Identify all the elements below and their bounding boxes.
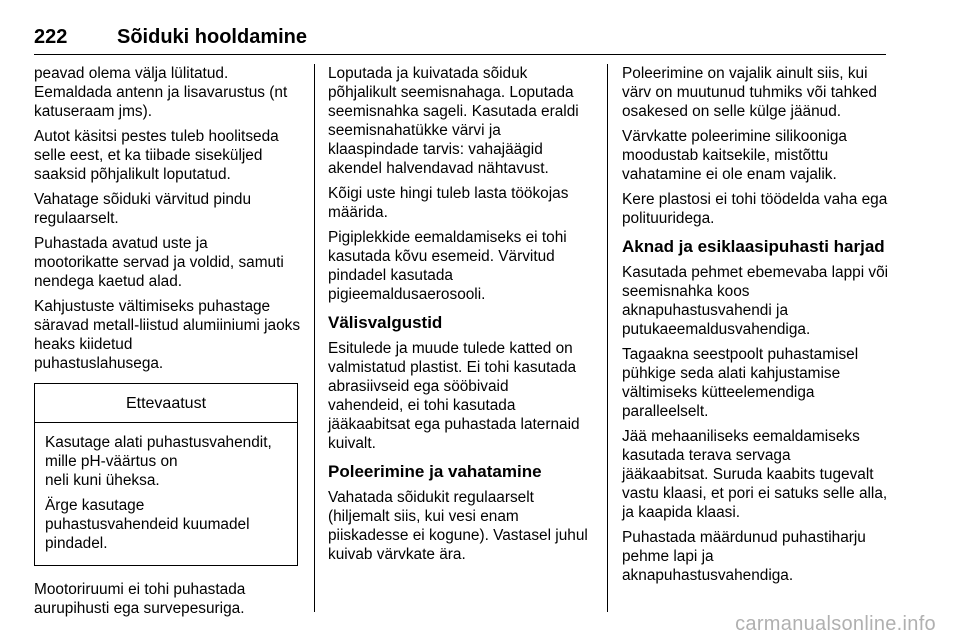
column-divider	[607, 64, 608, 612]
page-number: 222	[34, 26, 68, 48]
paragraph: Vahatada sõidukit regulaarselt (hiljemalt siis, kui vesi enam piiskadesse ei kogune). Vastasel juhul kuivab värvkate ära.	[328, 489, 588, 563]
column-left	[34, 64, 306, 624]
watermark: carmanualsonline.info	[735, 613, 936, 635]
paragraph: Kasutada pehmet ebemevaba lappi või seemisnahka koos aknapuhastusvahendi ja putukaeemaldusvahendiga.	[622, 264, 889, 338]
paragraph: Kõigi uste hingi tuleb lasta töökojas määrida.	[328, 185, 569, 221]
paragraph: Pigiplekkide eemaldamiseks ei tohi kasutada kõvu esemeid. Värvitud pindadel kasutada pigieemaldusaerosooli.	[328, 229, 567, 303]
column-middle	[328, 64, 600, 570]
caution-text: Ärge kasutage puhastusvahendeid kuumadel pindadel.	[45, 497, 250, 552]
paragraph: Loputada ja kuivatada sõiduk põhjalikult seemisnahaga. Loputada seemisnahka sageli. Kasutada eraldi seemisnahatükke värvi ja klaaspindade tarvis: vahajäägid akendel halvendavad nähtavust.	[328, 65, 579, 177]
paragraph: Autot käsitsi pestes tuleb hoolitseda selle eest, et ka tiibade siseküljed saaksid põhjalikult loputatud.	[34, 128, 279, 183]
chapter-title: Sõiduki hooldamine	[117, 26, 308, 48]
paragraph: Puhastada avatud uste ja mootorikatte servad ja voldid, samuti nendega kaetud alad.	[34, 235, 284, 290]
caution-title: Ettevaatust	[35, 384, 297, 423]
paragraph: Esitulede ja muude tulede katted on valmistatud plastist. Ei tohi kasutada abrasiivseid ega sööbivaid vahendeid, ei tohi kasutada jääkaabitsat ega puhastada laternaid kuivalt.	[328, 340, 580, 452]
caution-box	[34, 383, 298, 566]
page-header	[34, 24, 886, 55]
paragraph: Kahjustuste vältimiseks puhastage säravad metall-liistud alumiiniumi jaoks heaks kiidetud puhastuslahusega.	[34, 298, 301, 372]
paragraph: Poleerimine on vajalik ainult siis, kui värv on muutunud tuhmiks või tahked osakesed on selle külge jäänud.	[622, 65, 877, 120]
caution-text: Kasutage alati puhastusvahendit, mille pH-väärtus on neli kuni üheksa.	[45, 434, 272, 489]
paragraph: Värvkatte poleerimine silikooniga moodustab kaitsekile, mistõttu vahatamine ei ole enam vajalik.	[622, 128, 847, 183]
paragraph: Puhastada määrdunud puhastiharju pehme lapi ja aknapuhastusvahendiga.	[622, 529, 866, 584]
section-heading: Poleerimine ja vahatamine	[328, 462, 542, 481]
section-heading: Välisvalgustid	[328, 313, 443, 332]
caution-body	[35, 423, 297, 565]
column-right	[622, 64, 892, 591]
section-heading: Aknad ja esiklaasipuhasti harjad	[622, 237, 885, 256]
paragraph: Vahatage sõiduki värvitud pindu regulaarselt.	[34, 191, 252, 227]
paragraph: Kere plastosi ei tohi töödelda vaha ega polituuridega.	[622, 191, 888, 227]
paragraph: Jää mehaaniliseks eemaldamiseks kasutada terava servaga jääkaabitsat. Suruda kaabits tugevalt vastu klaasi, et pori ei satuks selle alla, ja kaapida klaasi.	[622, 428, 888, 521]
column-divider	[314, 64, 315, 612]
paragraph: peavad olema välja lülitatud. Eemaldada antenn ja lisavarustus (nt katuseraam jms).	[34, 65, 288, 120]
paragraph: Mootoriruumi ei tohi puhastada aurupihusti ega survepesuriga.	[34, 581, 246, 617]
paragraph: Tagaakna seestpoolt puhastamisel pühkige seda alati kahjustamise vältimiseks kütteelemendiga paralleelselt.	[622, 346, 859, 420]
